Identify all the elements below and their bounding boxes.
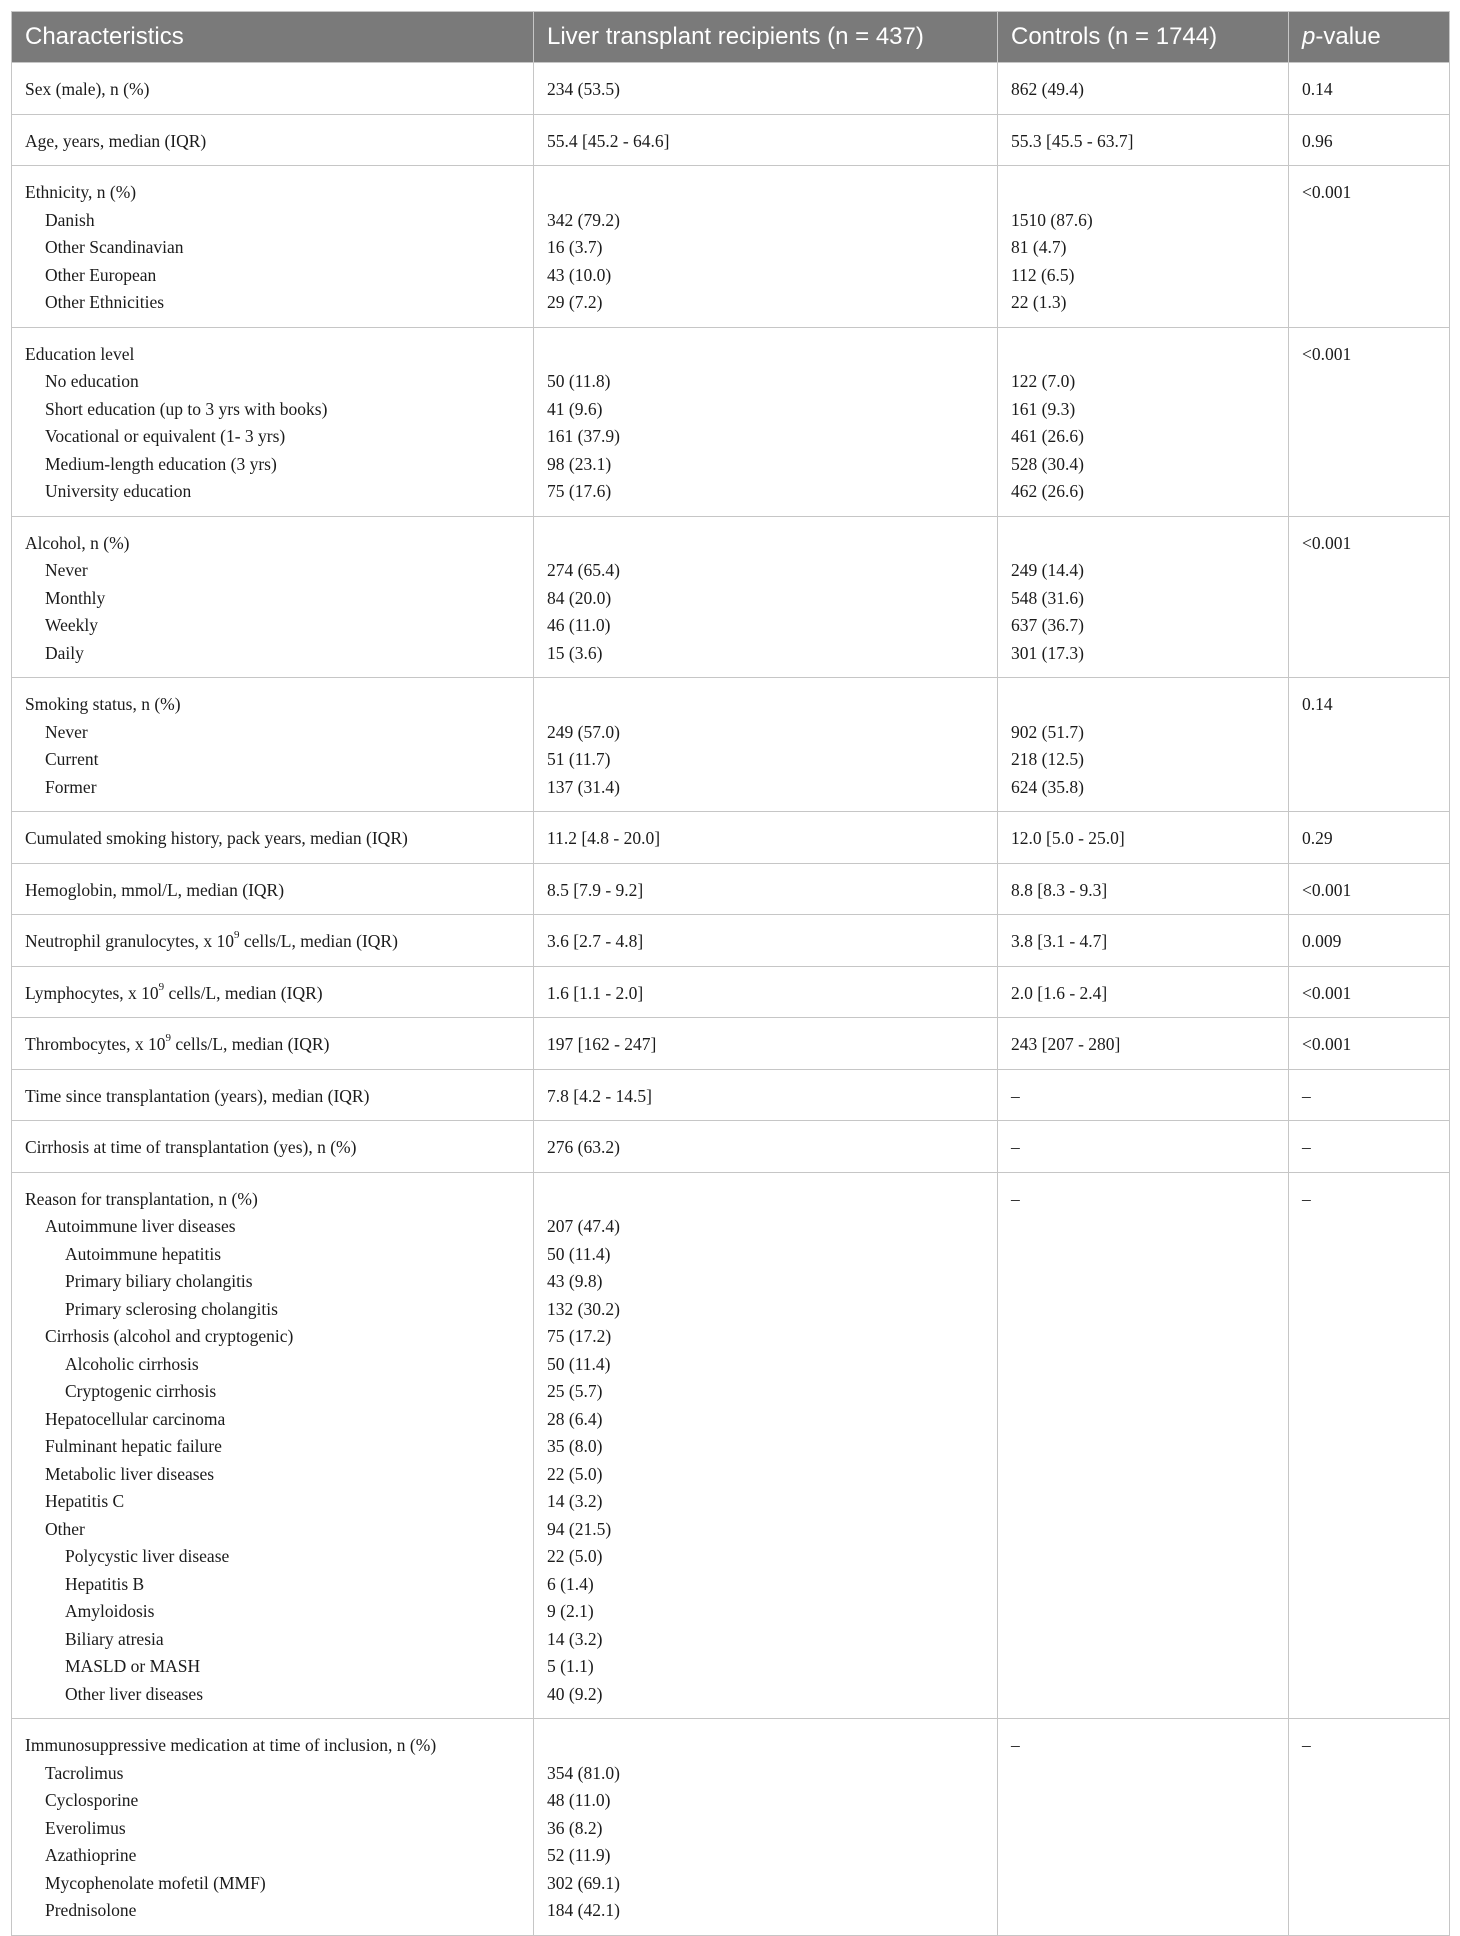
controls-value bbox=[1011, 1543, 1282, 1571]
characteristic-label: Metabolic liver diseases bbox=[45, 1463, 215, 1484]
controls-value: 122 (7.0) bbox=[1011, 371, 1076, 391]
characteristic-label: Vocational or equivalent (1- 3 yrs) bbox=[45, 426, 286, 446]
p-value-cell bbox=[1289, 1172, 1450, 1719]
recipients-value: 274 (65.4) bbox=[547, 560, 620, 580]
p-value: 0.14 bbox=[1302, 694, 1333, 714]
recipients-value-cell bbox=[534, 915, 998, 967]
characteristic-label: Hepatocellular carcinoma bbox=[45, 1408, 226, 1429]
table-row bbox=[12, 863, 1450, 915]
recipients-value: 35 (8.0) bbox=[547, 1436, 603, 1456]
recipients-value: 8.5 [7.9 - 9.2] bbox=[547, 879, 644, 900]
table-row bbox=[12, 516, 1450, 678]
header-row bbox=[12, 12, 1450, 63]
controls-value: 12.0 [5.0 - 25.0] bbox=[1011, 828, 1125, 848]
controls-value: 218 (12.5) bbox=[1011, 749, 1084, 769]
recipients-value: 276 (63.2) bbox=[547, 1137, 620, 1157]
controls-value bbox=[1011, 1897, 1282, 1925]
recipients-value: 7.8 [4.2 - 14.5] bbox=[547, 1085, 652, 1106]
controls-value-cell bbox=[998, 1069, 1289, 1121]
characteristic-cell bbox=[12, 966, 534, 1018]
p-value-cell bbox=[1289, 327, 1450, 516]
table-row bbox=[12, 915, 1450, 967]
recipients-value-cell bbox=[534, 327, 998, 516]
characteristic-label: Short education (up to 3 yrs with books) bbox=[45, 398, 328, 419]
recipients-value: 9 (2.1) bbox=[547, 1601, 594, 1621]
recipients-value-cell bbox=[534, 863, 998, 915]
characteristic-label: Mycophenolate mofetil (MMF) bbox=[45, 1872, 266, 1893]
controls-value-cell bbox=[998, 863, 1289, 915]
recipients-value: 22 (5.0) bbox=[547, 1463, 603, 1484]
characteristic-label: Current bbox=[45, 749, 99, 769]
header-controls: Controls (n = 1744) bbox=[998, 12, 1289, 63]
recipients-value-cell bbox=[534, 1121, 998, 1173]
controls-value bbox=[1011, 1626, 1282, 1654]
controls-value: 3.8 [3.1 - 4.7] bbox=[1011, 931, 1108, 951]
recipients-value: 52 (11.9) bbox=[547, 1845, 611, 1865]
characteristic-label: Cirrhosis (alcohol and cryptogenic) bbox=[45, 1326, 294, 1346]
characteristic-cell bbox=[12, 678, 534, 812]
p-value-cell bbox=[1289, 1069, 1450, 1121]
controls-value: 55.3 [45.5 - 63.7] bbox=[1011, 130, 1134, 151]
characteristic-label: Autoimmune liver diseases bbox=[45, 1216, 236, 1236]
p-value: <0.001 bbox=[1302, 879, 1352, 900]
p-value-cell bbox=[1289, 915, 1450, 967]
characteristic-cell bbox=[12, 327, 534, 516]
characteristic-cell bbox=[12, 1069, 534, 1121]
characteristic-cell bbox=[12, 915, 534, 967]
controls-value-cell bbox=[998, 166, 1289, 328]
controls-value: 161 (9.3) bbox=[1011, 398, 1076, 419]
characteristics-table bbox=[11, 11, 1450, 1936]
characteristic-label: Everolimus bbox=[45, 1817, 126, 1838]
table-row bbox=[12, 63, 1450, 115]
recipients-value: 234 (53.5) bbox=[547, 79, 620, 99]
controls-value bbox=[1011, 1406, 1282, 1434]
controls-value: 1510 (87.6) bbox=[1011, 209, 1093, 230]
recipients-value: 84 (20.0) bbox=[547, 587, 612, 608]
p-value-cell bbox=[1289, 1719, 1450, 1936]
p-value: – bbox=[1302, 1735, 1311, 1755]
controls-value-cell bbox=[998, 63, 1289, 115]
characteristic-label: Azathioprine bbox=[45, 1845, 137, 1865]
recipients-value: 43 (9.8) bbox=[547, 1271, 603, 1291]
recipients-value-cell bbox=[534, 516, 998, 678]
characteristic-label: Other Scandinavian bbox=[45, 237, 184, 257]
p-value: 0.009 bbox=[1302, 931, 1342, 951]
p-value-cell bbox=[1289, 114, 1450, 166]
characteristic-label: Cyclosporine bbox=[45, 1790, 139, 1810]
controls-value bbox=[1011, 1760, 1282, 1788]
recipients-value: 16 (3.7) bbox=[547, 237, 603, 257]
characteristic-label: Other liver diseases bbox=[65, 1683, 204, 1704]
characteristic-label: Cirrhosis at time of transplantation (yes), n (%) bbox=[25, 1137, 357, 1157]
recipients-value: 302 (69.1) bbox=[547, 1872, 620, 1893]
header-characteristics: Characteristics bbox=[12, 12, 534, 63]
controls-value-cell bbox=[998, 327, 1289, 516]
recipients-value-cell bbox=[534, 678, 998, 812]
p-value-cell bbox=[1289, 966, 1450, 1018]
p-value-cell bbox=[1289, 1018, 1450, 1070]
recipients-value: 3.6 [2.7 - 4.8] bbox=[547, 931, 644, 951]
controls-value: 112 (6.5) bbox=[1011, 264, 1075, 285]
recipients-value: 41 (9.6) bbox=[547, 398, 603, 419]
characteristic-cell bbox=[12, 863, 534, 915]
recipients-value: 161 (37.9) bbox=[547, 426, 620, 446]
controls-value-cell bbox=[998, 915, 1289, 967]
characteristic-cell bbox=[12, 1719, 534, 1936]
characteristic-cell bbox=[12, 114, 534, 166]
recipients-value: 11.2 [4.8 - 20.0] bbox=[547, 828, 661, 848]
controls-value bbox=[1011, 1842, 1282, 1870]
p-value: <0.001 bbox=[1302, 182, 1352, 202]
controls-value bbox=[1011, 1268, 1282, 1296]
recipients-value: 14 (3.2) bbox=[547, 1491, 603, 1511]
characteristic-label: Thrombocytes, x $10^9$ cells/L, median (IQR) bbox=[25, 1032, 330, 1054]
p-value-cell bbox=[1289, 516, 1450, 678]
controls-value-cell bbox=[998, 1172, 1289, 1719]
recipients-value-cell bbox=[534, 114, 998, 166]
characteristic-label: Age, years, median (IQR) bbox=[25, 130, 207, 151]
p-value: <0.001 bbox=[1302, 532, 1352, 553]
controls-value: 81 (4.7) bbox=[1011, 237, 1067, 257]
controls-value bbox=[1011, 1241, 1282, 1269]
controls-value: – bbox=[1011, 1735, 1020, 1755]
characteristic-cell bbox=[12, 1121, 534, 1173]
characteristic-label: Biliary atresia bbox=[65, 1628, 164, 1649]
characteristic-label: Danish bbox=[45, 209, 95, 230]
recipients-value: 6 (1.4) bbox=[547, 1573, 594, 1594]
characteristic-label: Ethnicity, n (%) bbox=[25, 182, 137, 202]
recipients-value: 75 (17.2) bbox=[547, 1326, 612, 1346]
recipients-value: 43 (10.0) bbox=[547, 264, 612, 285]
characteristic-label: Alcohol, n (%) bbox=[25, 532, 130, 553]
recipients-value bbox=[547, 179, 991, 207]
recipients-value: 5 (1.1) bbox=[547, 1656, 594, 1676]
controls-value: – bbox=[1011, 1085, 1020, 1106]
recipients-value: 197 [162 - 247] bbox=[547, 1034, 657, 1054]
characteristic-label: Medium-length education (3 yrs) bbox=[45, 453, 277, 474]
controls-value: 862 (49.4) bbox=[1011, 79, 1084, 99]
recipients-value bbox=[547, 341, 991, 369]
characteristic-label: Neutrophil granulocytes, x $10^9$ cells/L, median (IQR) bbox=[25, 929, 398, 951]
recipients-value: 342 (79.2) bbox=[547, 209, 620, 230]
controls-value: 243 [207 - 280] bbox=[1011, 1034, 1121, 1054]
controls-value: 548 (31.6) bbox=[1011, 587, 1084, 608]
controls-value: 301 (17.3) bbox=[1011, 642, 1084, 663]
controls-value bbox=[1011, 1488, 1282, 1516]
recipients-value: 51 (11.7) bbox=[547, 749, 611, 769]
characteristic-label: University education bbox=[45, 481, 192, 501]
controls-value bbox=[1011, 1571, 1282, 1599]
characteristic-label: Other Ethnicities bbox=[45, 292, 165, 312]
recipients-value: 46 (11.0) bbox=[547, 615, 611, 635]
characteristic-label: Other European bbox=[45, 264, 157, 285]
p-value-cell bbox=[1289, 812, 1450, 864]
recipients-value: 50 (11.8) bbox=[547, 371, 611, 391]
controls-value: 637 (36.7) bbox=[1011, 615, 1084, 635]
controls-value bbox=[1011, 1598, 1282, 1626]
header-p-value: p-value bbox=[1289, 12, 1450, 63]
controls-value bbox=[1011, 1516, 1282, 1544]
characteristic-label: Other bbox=[45, 1518, 85, 1539]
recipients-value: 137 (31.4) bbox=[547, 776, 620, 797]
characteristic-label: Tacrolimus bbox=[45, 1762, 124, 1783]
characteristic-label: Fulminant hepatic failure bbox=[45, 1436, 222, 1456]
characteristic-label: Prednisolone bbox=[45, 1900, 137, 1920]
p-value: <0.001 bbox=[1302, 343, 1352, 364]
controls-value bbox=[1011, 1378, 1282, 1406]
recipients-value bbox=[547, 1732, 991, 1760]
recipients-value: 207 (47.4) bbox=[547, 1216, 620, 1236]
recipients-value: 94 (21.5) bbox=[547, 1518, 612, 1539]
recipients-value-cell bbox=[534, 1172, 998, 1719]
controls-value: 22 (1.3) bbox=[1011, 292, 1067, 312]
recipients-value: 14 (3.2) bbox=[547, 1628, 603, 1649]
controls-value bbox=[1011, 1870, 1282, 1898]
recipients-value-cell bbox=[534, 1018, 998, 1070]
p-value: <0.001 bbox=[1302, 982, 1352, 1003]
characteristic-label: Hemoglobin, mmol/L, median (IQR) bbox=[25, 879, 285, 900]
recipients-value bbox=[547, 1186, 991, 1214]
controls-value bbox=[1011, 1213, 1282, 1241]
controls-value-cell bbox=[998, 966, 1289, 1018]
p-value-cell bbox=[1289, 1121, 1450, 1173]
controls-value-cell bbox=[998, 1121, 1289, 1173]
table-row bbox=[12, 812, 1450, 864]
characteristic-label: Time since transplantation (years), median (IQR) bbox=[25, 1085, 370, 1106]
characteristic-label: Amyloidosis bbox=[65, 1601, 155, 1621]
controls-value bbox=[1011, 1461, 1282, 1489]
recipients-value: 48 (11.0) bbox=[547, 1790, 611, 1810]
recipients-value bbox=[547, 530, 991, 558]
characteristic-label: Daily bbox=[45, 642, 84, 663]
table-row bbox=[12, 327, 1450, 516]
controls-value bbox=[1011, 1351, 1282, 1379]
table-row bbox=[12, 114, 1450, 166]
characteristic-label: No education bbox=[45, 371, 139, 391]
characteristic-label: Never bbox=[45, 721, 88, 742]
controls-value: 2.0 [1.6 - 2.4] bbox=[1011, 982, 1108, 1003]
controls-value: 624 (35.8) bbox=[1011, 776, 1084, 797]
p-value: 0.29 bbox=[1302, 828, 1333, 848]
p-value-cell bbox=[1289, 863, 1450, 915]
table-row bbox=[12, 166, 1450, 328]
recipients-value-cell bbox=[534, 966, 998, 1018]
table-row bbox=[12, 678, 1450, 812]
controls-value: – bbox=[1011, 1137, 1020, 1157]
characteristic-label: Hepatitis B bbox=[65, 1573, 145, 1594]
controls-value bbox=[1011, 691, 1282, 719]
characteristic-label: Cryptogenic cirrhosis bbox=[65, 1381, 217, 1401]
controls-value-cell bbox=[998, 678, 1289, 812]
recipients-value: 55.4 [45.2 - 64.6] bbox=[547, 130, 670, 151]
recipients-value-cell bbox=[534, 166, 998, 328]
recipients-value: 28 (6.4) bbox=[547, 1408, 603, 1429]
recipients-value: 15 (3.6) bbox=[547, 642, 603, 663]
characteristic-label: Alcoholic cirrhosis bbox=[65, 1353, 199, 1374]
recipients-value: 75 (17.6) bbox=[547, 481, 612, 501]
table-row bbox=[12, 1719, 1450, 1936]
characteristic-label: Primary biliary cholangitis bbox=[65, 1271, 253, 1291]
p-value: – bbox=[1302, 1188, 1311, 1209]
header-liver-transplant-recipients: Liver transplant recipients (n = 437) bbox=[534, 12, 998, 63]
characteristic-label: Education level bbox=[25, 343, 135, 364]
characteristic-label: Sex (male), n (%) bbox=[25, 79, 150, 99]
table-row bbox=[12, 1018, 1450, 1070]
controls-value: 528 (30.4) bbox=[1011, 453, 1084, 474]
characteristic-label: Reason for transplantation, n (%) bbox=[25, 1188, 258, 1209]
controls-value-cell bbox=[998, 1719, 1289, 1936]
characteristic-cell bbox=[12, 1018, 534, 1070]
characteristic-cell bbox=[12, 166, 534, 328]
recipients-value: 25 (5.7) bbox=[547, 1381, 603, 1401]
controls-value bbox=[1011, 1653, 1282, 1681]
recipients-value bbox=[547, 691, 991, 719]
characteristic-label: Weekly bbox=[45, 615, 99, 635]
characteristic-label: Never bbox=[45, 560, 88, 580]
characteristic-label: Primary sclerosing cholangitis bbox=[65, 1298, 278, 1319]
characteristic-label: Smoking status, n (%) bbox=[25, 694, 181, 714]
recipients-value: 50 (11.4) bbox=[547, 1243, 611, 1264]
controls-value bbox=[1011, 530, 1282, 558]
controls-value bbox=[1011, 341, 1282, 369]
p-value: – bbox=[1302, 1085, 1311, 1106]
controls-value: 902 (51.7) bbox=[1011, 721, 1084, 742]
characteristic-label: Cumulated smoking history, pack years, median (IQR) bbox=[25, 828, 408, 848]
recipients-value: 354 (81.0) bbox=[547, 1762, 620, 1783]
controls-value bbox=[1011, 1815, 1282, 1843]
p-value-cell bbox=[1289, 166, 1450, 328]
characteristic-label: Former bbox=[45, 776, 97, 797]
p-value: – bbox=[1302, 1137, 1311, 1157]
controls-value bbox=[1011, 179, 1282, 207]
controls-value: 461 (26.6) bbox=[1011, 426, 1084, 446]
characteristic-label: Monthly bbox=[45, 587, 106, 608]
recipients-value: 29 (7.2) bbox=[547, 292, 603, 312]
characteristic-label: Autoimmune hepatitis bbox=[65, 1243, 222, 1264]
p-value-cell bbox=[1289, 63, 1450, 115]
p-value-cell bbox=[1289, 678, 1450, 812]
controls-value bbox=[1011, 1323, 1282, 1351]
controls-value: 8.8 [8.3 - 9.3] bbox=[1011, 879, 1108, 900]
controls-value-cell bbox=[998, 114, 1289, 166]
characteristic-label: Immunosuppressive medication at time of inclusion, n (%) bbox=[25, 1735, 437, 1755]
controls-value bbox=[1011, 1681, 1282, 1709]
characteristic-label: Polycystic liver disease bbox=[65, 1546, 230, 1566]
characteristic-label: Lymphocytes, x $10^9$ cells/L, median (IQR) bbox=[25, 980, 323, 1003]
recipients-value: 132 (30.2) bbox=[547, 1298, 620, 1319]
characteristic-cell bbox=[12, 63, 534, 115]
controls-value-cell bbox=[998, 516, 1289, 678]
characteristic-cell bbox=[12, 812, 534, 864]
p-value: 0.14 bbox=[1302, 79, 1333, 99]
recipients-value: 1.6 [1.1 - 2.0] bbox=[547, 982, 644, 1003]
recipients-value-cell bbox=[534, 812, 998, 864]
table-row bbox=[12, 1172, 1450, 1719]
recipients-value-cell bbox=[534, 1719, 998, 1936]
controls-value bbox=[1011, 1787, 1282, 1815]
controls-value: 462 (26.6) bbox=[1011, 481, 1084, 501]
characteristic-label: Hepatitis C bbox=[45, 1491, 125, 1511]
table-row bbox=[12, 1069, 1450, 1121]
recipients-value: 184 (42.1) bbox=[547, 1900, 620, 1920]
controls-value-cell bbox=[998, 812, 1289, 864]
recipients-value-cell bbox=[534, 1069, 998, 1121]
p-value: <0.001 bbox=[1302, 1034, 1352, 1054]
controls-value: – bbox=[1011, 1188, 1020, 1209]
characteristic-cell bbox=[12, 1172, 534, 1719]
recipients-value-cell bbox=[534, 63, 998, 115]
recipients-value: 249 (57.0) bbox=[547, 721, 620, 742]
recipients-value: 36 (8.2) bbox=[547, 1817, 603, 1838]
recipients-value: 50 (11.4) bbox=[547, 1353, 611, 1374]
controls-value-cell bbox=[998, 1018, 1289, 1070]
characteristic-cell bbox=[12, 516, 534, 678]
recipients-value: 98 (23.1) bbox=[547, 453, 612, 474]
controls-value: 249 (14.4) bbox=[1011, 560, 1084, 580]
table-row bbox=[12, 1121, 1450, 1173]
recipients-value: 40 (9.2) bbox=[547, 1683, 603, 1704]
p-value: 0.96 bbox=[1302, 130, 1333, 151]
characteristic-label: MASLD or MASH bbox=[65, 1656, 201, 1676]
controls-value bbox=[1011, 1296, 1282, 1324]
table-row bbox=[12, 966, 1450, 1018]
recipients-value: 22 (5.0) bbox=[547, 1546, 603, 1566]
controls-value bbox=[1011, 1433, 1282, 1461]
